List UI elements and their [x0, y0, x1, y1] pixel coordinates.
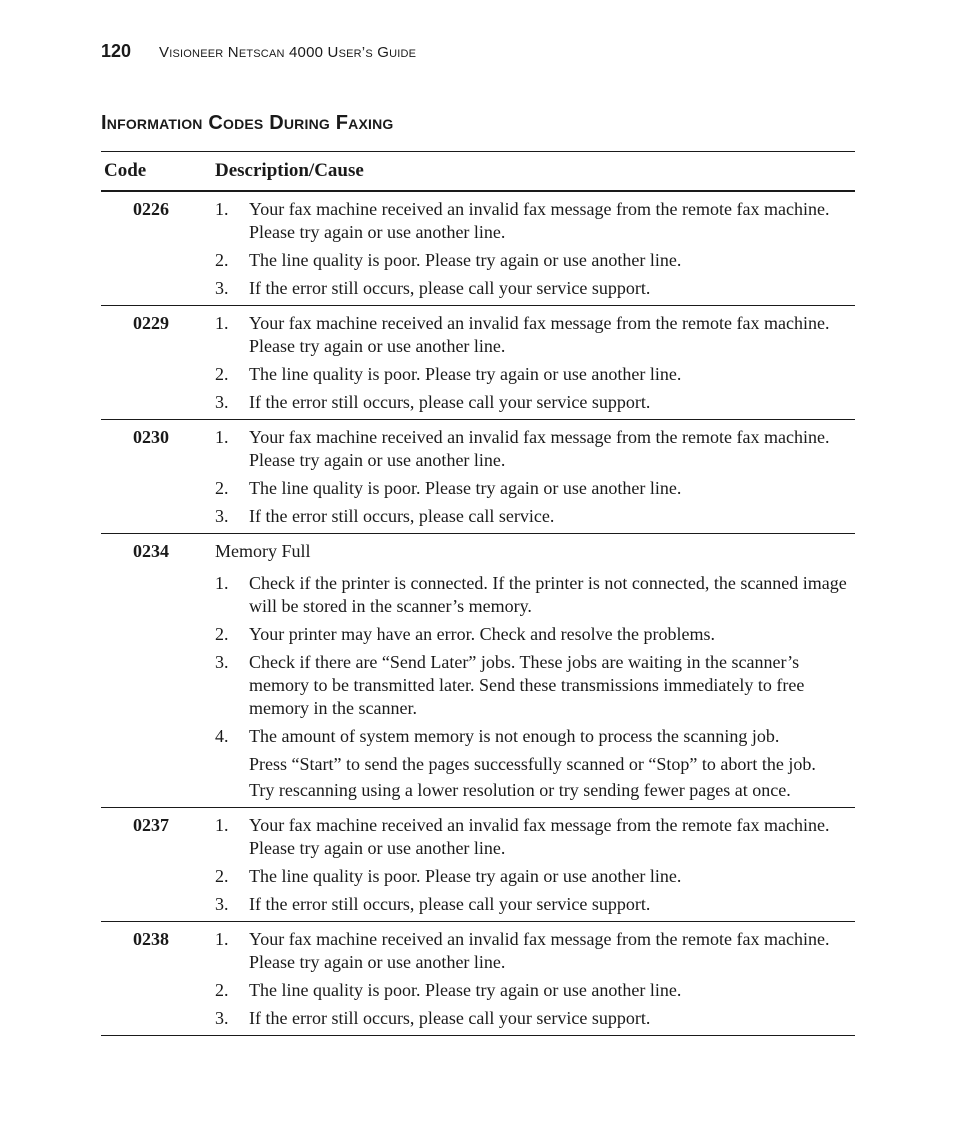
list-item-text: If the error still occurs, please call your service support. [249, 894, 651, 914]
list-item [215, 249, 855, 272]
table-body [101, 192, 855, 1036]
table-row [101, 922, 855, 1036]
list-item [215, 277, 855, 300]
list-item-number: 2. [215, 364, 229, 384]
running-title: Visioneer Netscan 4000 User’s Guide [159, 44, 417, 61]
list-item [215, 572, 855, 618]
table-row [101, 192, 855, 306]
list-item-number: 1. [215, 313, 229, 333]
list-item [215, 623, 855, 646]
list-item [215, 363, 855, 386]
description-cell [215, 426, 855, 528]
list-item-number: 1. [215, 573, 229, 593]
list-item-text: Check if there are “Send Later” jobs. These jobs are waiting in the scanner’s memory to be transmitted later. Send these transmissions immediately to free memory in the scanner. [249, 652, 805, 718]
list-item-number: 1. [215, 199, 229, 219]
list-item-text: The line quality is poor. Please try again or use another line. [249, 364, 682, 384]
list-item [215, 893, 855, 916]
error-code: 0237 [133, 815, 169, 835]
description-cell [215, 198, 855, 300]
list-item [215, 814, 855, 860]
list-item [215, 928, 855, 974]
list-item-number: 2. [215, 980, 229, 1000]
error-code: 0230 [133, 427, 169, 447]
list-item-number: 3. [215, 278, 229, 298]
list-item-number: 2. [215, 624, 229, 644]
list-item-number: 3. [215, 392, 229, 412]
list-item-text: Your fax machine received an invalid fax message from the remote fax machine. Please try again or use another line. [249, 929, 830, 972]
list-item-number: 2. [215, 478, 229, 498]
list-item-text: The amount of system memory is not enough to process the scanning job. [249, 726, 780, 746]
list-item-text: If the error still occurs, please call your service support. [249, 392, 651, 412]
list-item-text: If the error still occurs, please call your service support. [249, 1008, 651, 1028]
error-code: 0234 [133, 541, 169, 561]
page-number: 120 [101, 41, 132, 61]
list-item [215, 725, 855, 748]
list-item-text: If the error still occurs, please call service. [249, 506, 555, 526]
description-cell [215, 928, 855, 1030]
additional-note: Press “Start” to send the pages successfully scanned or “Stop” to abort the job. [249, 754, 816, 774]
error-code: 0238 [133, 929, 169, 949]
column-header-description: Description/Cause [215, 160, 364, 181]
list-item-text: Your printer may have an error. Check and resolve the problems. [249, 624, 716, 644]
column-header-code: Code [104, 160, 147, 181]
table-row [101, 306, 855, 420]
list-item-number: 1. [215, 815, 229, 835]
list-item-number: 2. [215, 866, 229, 886]
list-item [215, 426, 855, 472]
description-cell [215, 540, 855, 802]
list-item [215, 198, 855, 244]
list-item [215, 1007, 855, 1030]
list-item [215, 312, 855, 358]
list-item [215, 651, 855, 720]
list-item-text: The line quality is poor. Please try again or use another line. [249, 980, 682, 1000]
list-item [215, 979, 855, 1002]
list-item [215, 505, 855, 528]
list-item-text: Your fax machine received an invalid fax message from the remote fax machine. Please try again or use another line. [249, 199, 830, 242]
section-title: Information Codes During Faxing [101, 112, 394, 134]
list-item-number: 3. [215, 652, 229, 672]
error-code: 0226 [133, 199, 169, 219]
list-item-number: 3. [215, 506, 229, 526]
page-header [101, 41, 416, 62]
table-row [101, 534, 855, 808]
list-item-text: Your fax machine received an invalid fax message from the remote fax machine. Please try again or use another line. [249, 313, 830, 356]
list-item-number: 4. [215, 726, 229, 746]
table-row [101, 420, 855, 534]
list-item-number: 1. [215, 929, 229, 949]
information-codes-table [101, 151, 855, 1036]
additional-note: Try rescanning using a lower resolution or try sending fewer pages at once. [249, 780, 791, 800]
list-item-text: If the error still occurs, please call your service support. [249, 278, 651, 298]
list-item-text: Your fax machine received an invalid fax message from the remote fax machine. Please try again or use another line. [249, 427, 830, 470]
list-item-number: 2. [215, 250, 229, 270]
list-item [215, 391, 855, 414]
table-row [101, 808, 855, 922]
list-item-number: 3. [215, 1008, 229, 1028]
list-item [215, 477, 855, 500]
list-item-number: 1. [215, 427, 229, 447]
description-cell [215, 814, 855, 916]
list-item-text: The line quality is poor. Please try again or use another line. [249, 866, 682, 886]
list-item-number: 3. [215, 894, 229, 914]
list-item-text: Your fax machine received an invalid fax message from the remote fax machine. Please try again or use another line. [249, 815, 830, 858]
description-heading: Memory Full [215, 541, 311, 561]
table-header-row [101, 152, 855, 192]
list-item-text: The line quality is poor. Please try again or use another line. [249, 478, 682, 498]
list-item-text: Check if the printer is connected. If the printer is not connected, the scanned image will be stored in the scanner’s memory. [249, 573, 847, 616]
list-item-text: The line quality is poor. Please try again or use another line. [249, 250, 682, 270]
list-item [215, 865, 855, 888]
error-code: 0229 [133, 313, 169, 333]
description-cell [215, 312, 855, 414]
